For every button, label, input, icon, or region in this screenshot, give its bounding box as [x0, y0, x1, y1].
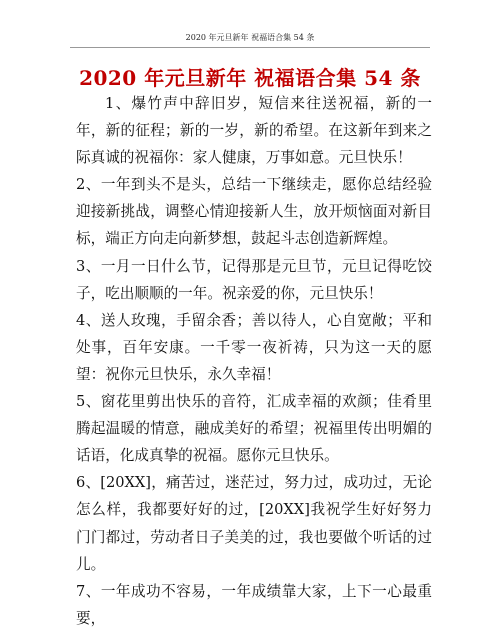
document-title: 2020 年元旦新年 祝福语合集 54 条 — [79, 66, 421, 90]
running-header: 2020 年元旦新年 祝福语合集 54 条 — [185, 33, 315, 42]
paragraph-1: 1、爆竹声中辞旧岁，短信来往送祝福，新的一年，新的征程；新的一岁，新的希望。在这新年到来之际真诚的祝福你：家人健康，万事如意。元旦快乐！ — [76, 95, 432, 167]
paragraph-7: 7、一年成功不容易，一年成绩靠大家，上下一心最重要， — [76, 582, 432, 627]
header-divider — [70, 47, 430, 48]
paragraph-2: 2、一年到头不是头，总结一下继续走，愿你总结经验迎接新挑战，调整心情迎接新人生，放开烦恼面对新目标，端正方向走向新梦想，鼓起斗志创造新辉煌。 — [76, 176, 432, 248]
paragraph-3: 3、一月一日什么节，记得那是元旦节，元旦记得吃饺子，吃出顺顺的一年。祝亲爱的你，元旦快乐！ — [76, 257, 432, 302]
document-body — [76, 90, 432, 632]
paragraph-4: 4、送人玫瑰，手留余香；善以待人，心自宽敞；平和处事，百年安康。一千零一夜祈祷，只为这一天的愿望：祝你元旦快乐，永久幸福！ — [76, 311, 432, 383]
paragraph-6: 6、[20XX]，痛苦过，迷茫过，努力过，成功过，无论怎么样，我都要好好的过，[20XX]我祝学生好好努力门门都过，劳动者日子美美的过，我也要做个听话的过儿。 — [76, 474, 432, 573]
paragraph-5: 5、窗花里剪出快乐的音符，汇成幸福的欢颜；佳肴里腾起温暖的情意，融成美好的希望；祝福里传出明媚的话语，化成真挚的祝福。愿你元旦快乐。 — [76, 393, 432, 465]
